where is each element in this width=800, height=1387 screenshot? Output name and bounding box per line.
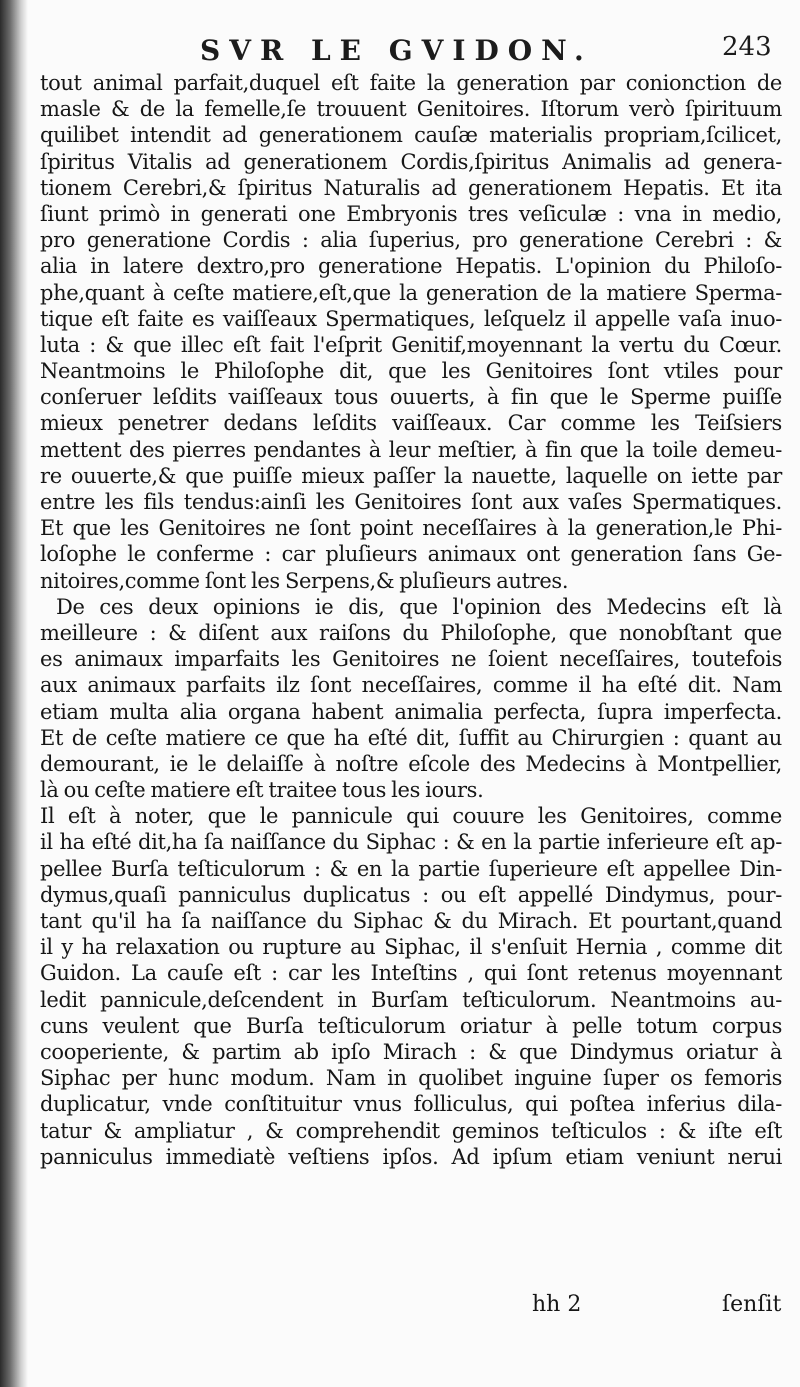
text-line: il y ha relaxation ou rupture au Siphac, il s'enſuit Hernia , comme dit [40,935,782,960]
text-line: panniculus immediatè veſtiens ipſos. Ad ipſum etiam veniunt nerui [40,1144,782,1169]
body-text [40,70,782,1170]
text-line: Neantmoins le Philoſophe dit, que les Genitoires ſont vtiles pour [40,359,782,384]
text-line: nitoires,comme ſont les Serpens,& pluſieurs autres. [40,568,569,593]
text-line: entre les fils tendus:ainſi les Genitoires ſont aux vaſes Spermatiques. [40,490,782,514]
text-line: pro generatione Cordis : alia ſuperius, pro generatione Cerebri : & [40,228,782,253]
text-line: re ouuerte,& que puiſſe mieux paſſer la nauette, laquelle on iette par [40,463,782,488]
text-line: pellee Burſa teſticulorum : & en la partie ſuperieure eſt appellee Din- [40,856,782,881]
running-head [0,26,800,66]
text-line: ſiunt primò in generati one Embryonis tres veſiculæ : vna in medio, [40,201,782,226]
signature-mark: hh 2 [532,1292,582,1317]
text-line: meilleure : & diſent aux raiſons du Philoſophe, que nonobſtant que [40,620,782,645]
text-line: es animaux imparfaits les Genitoires ne ſoient neceſſaires, toutefois [40,647,782,672]
text-line: cuns veulent que Burſa teſticulorum oriatur à pelle totum corpus [40,1013,782,1038]
binding-shadow [0,0,28,1387]
text-line: tout animal parfait,duquel eſt faite la generation par conionction de [40,71,782,95]
text-line: De ces deux opinions ie dis, que l'opinion des Medecins eſt là [56,594,782,619]
text-line: tique eſt faite es vaiſſeaux Spermatiques, leſquelz il appelle vaſa inuo- [40,306,782,331]
text-line: mettent des pierres pendantes à leur meſtier, à fin que la toile demeu- [40,437,782,462]
text-line: Guidon. La cauſe eſt : car les Inteſtins , qui ſont retenus moyennant [40,961,782,986]
text-line: ſpiritus Vitalis ad generationem Cordis,ſpiritus Animalis ad genera- [40,149,782,174]
text-line: Et de ceſte matiere ce que ha eſté dit, ſuffit au Chirurgien : quant au [40,725,782,750]
text-line: duplicatur, vnde conſtituitur vnus folliculus, qui poſtea inferius dila- [40,1092,782,1117]
text-line: aux animaux parfaits ilz ſont neceſſaires, comme il ha eſté dit. Nam [40,673,782,698]
text-line: cooperiente, & partim ab ipſo Mirach : & que Dindymus oriatur à [40,1039,782,1064]
text-line: il ha eſté dit,ha ſa naiſſance du Siphac : & en la partie inferieure eſt ap- [40,830,782,855]
catchword: ſenſit [722,1292,782,1317]
text-line: luta : & que illec eſt fait l'eſprit Genitif,moyennant la vertu du Cœur. [40,332,782,357]
text-line: masle & de la femelle,ſe trouuent Genitoires. Iſtorum verò ſpirituum [40,97,782,122]
text-line: tionem Cerebri,& ſpiritus Naturalis ad generationem Hepatis. Et ita [40,175,782,200]
text-line: Siphac per hunc modum. Nam in quolibet inguine ſuper os femoris [40,1066,782,1091]
text-line: dymus,quaſi panniculus duplicatus : ou eſt appellé Dindymus, pour- [40,882,782,907]
text-line: conſeruer leſdits vaiſſeaux tous ouuerts, à fin que le Sperme puiſſe [40,385,782,410]
text-line: tant qu'il ha ſa naiſſance du Siphac & du Mirach. Et pourtant,quand [40,909,782,933]
page-number: 243 [722,32,772,62]
text-line: mieux penetrer dedans leſdits vaiſſeaux. Car comme les Teiſsiers [40,411,782,436]
text-line: phe,quant à ceſte matiere,eſt,que la generation de la matiere Sperma- [40,280,782,305]
text-line: etiam multa alia organa habent animalia perfecta, ſupra imperfecta. [40,699,782,724]
text-line: là ou ceſte matiere eſt traitee tous les iours. [40,778,484,803]
page-footer [0,1286,800,1326]
text-line: Il eſt à noter, que le pannicule qui couure les Genitoires, comme [40,804,782,829]
text-line: ledit pannicule,deſcendent in Burſam teſticulorum. Neantmoins au- [40,987,782,1012]
text-line: tatur & ampliatur , & comprehendit geminos teſticulos : & iſte eſt [40,1118,782,1143]
text-line: alia in latere dextro,pro generatione Hepatis. L'opinion du Philoſo- [40,254,782,279]
text-line: loſophe le conferme : car pluſieurs animaux ont generation ſans Ge- [40,542,782,567]
running-title: SVR LE GVIDON. [200,34,593,67]
text-line: demourant, ie le delaiſſe à noſtre eſcole des Medecins à Montpellier, [40,751,782,776]
text-line: quilibet intendit ad generationem cauſæ materialis propriam,ſcilicet, [40,123,782,148]
text-line: Et que les Genitoires ne ſont point neceſſaires à la generation,le Phi- [40,516,782,541]
